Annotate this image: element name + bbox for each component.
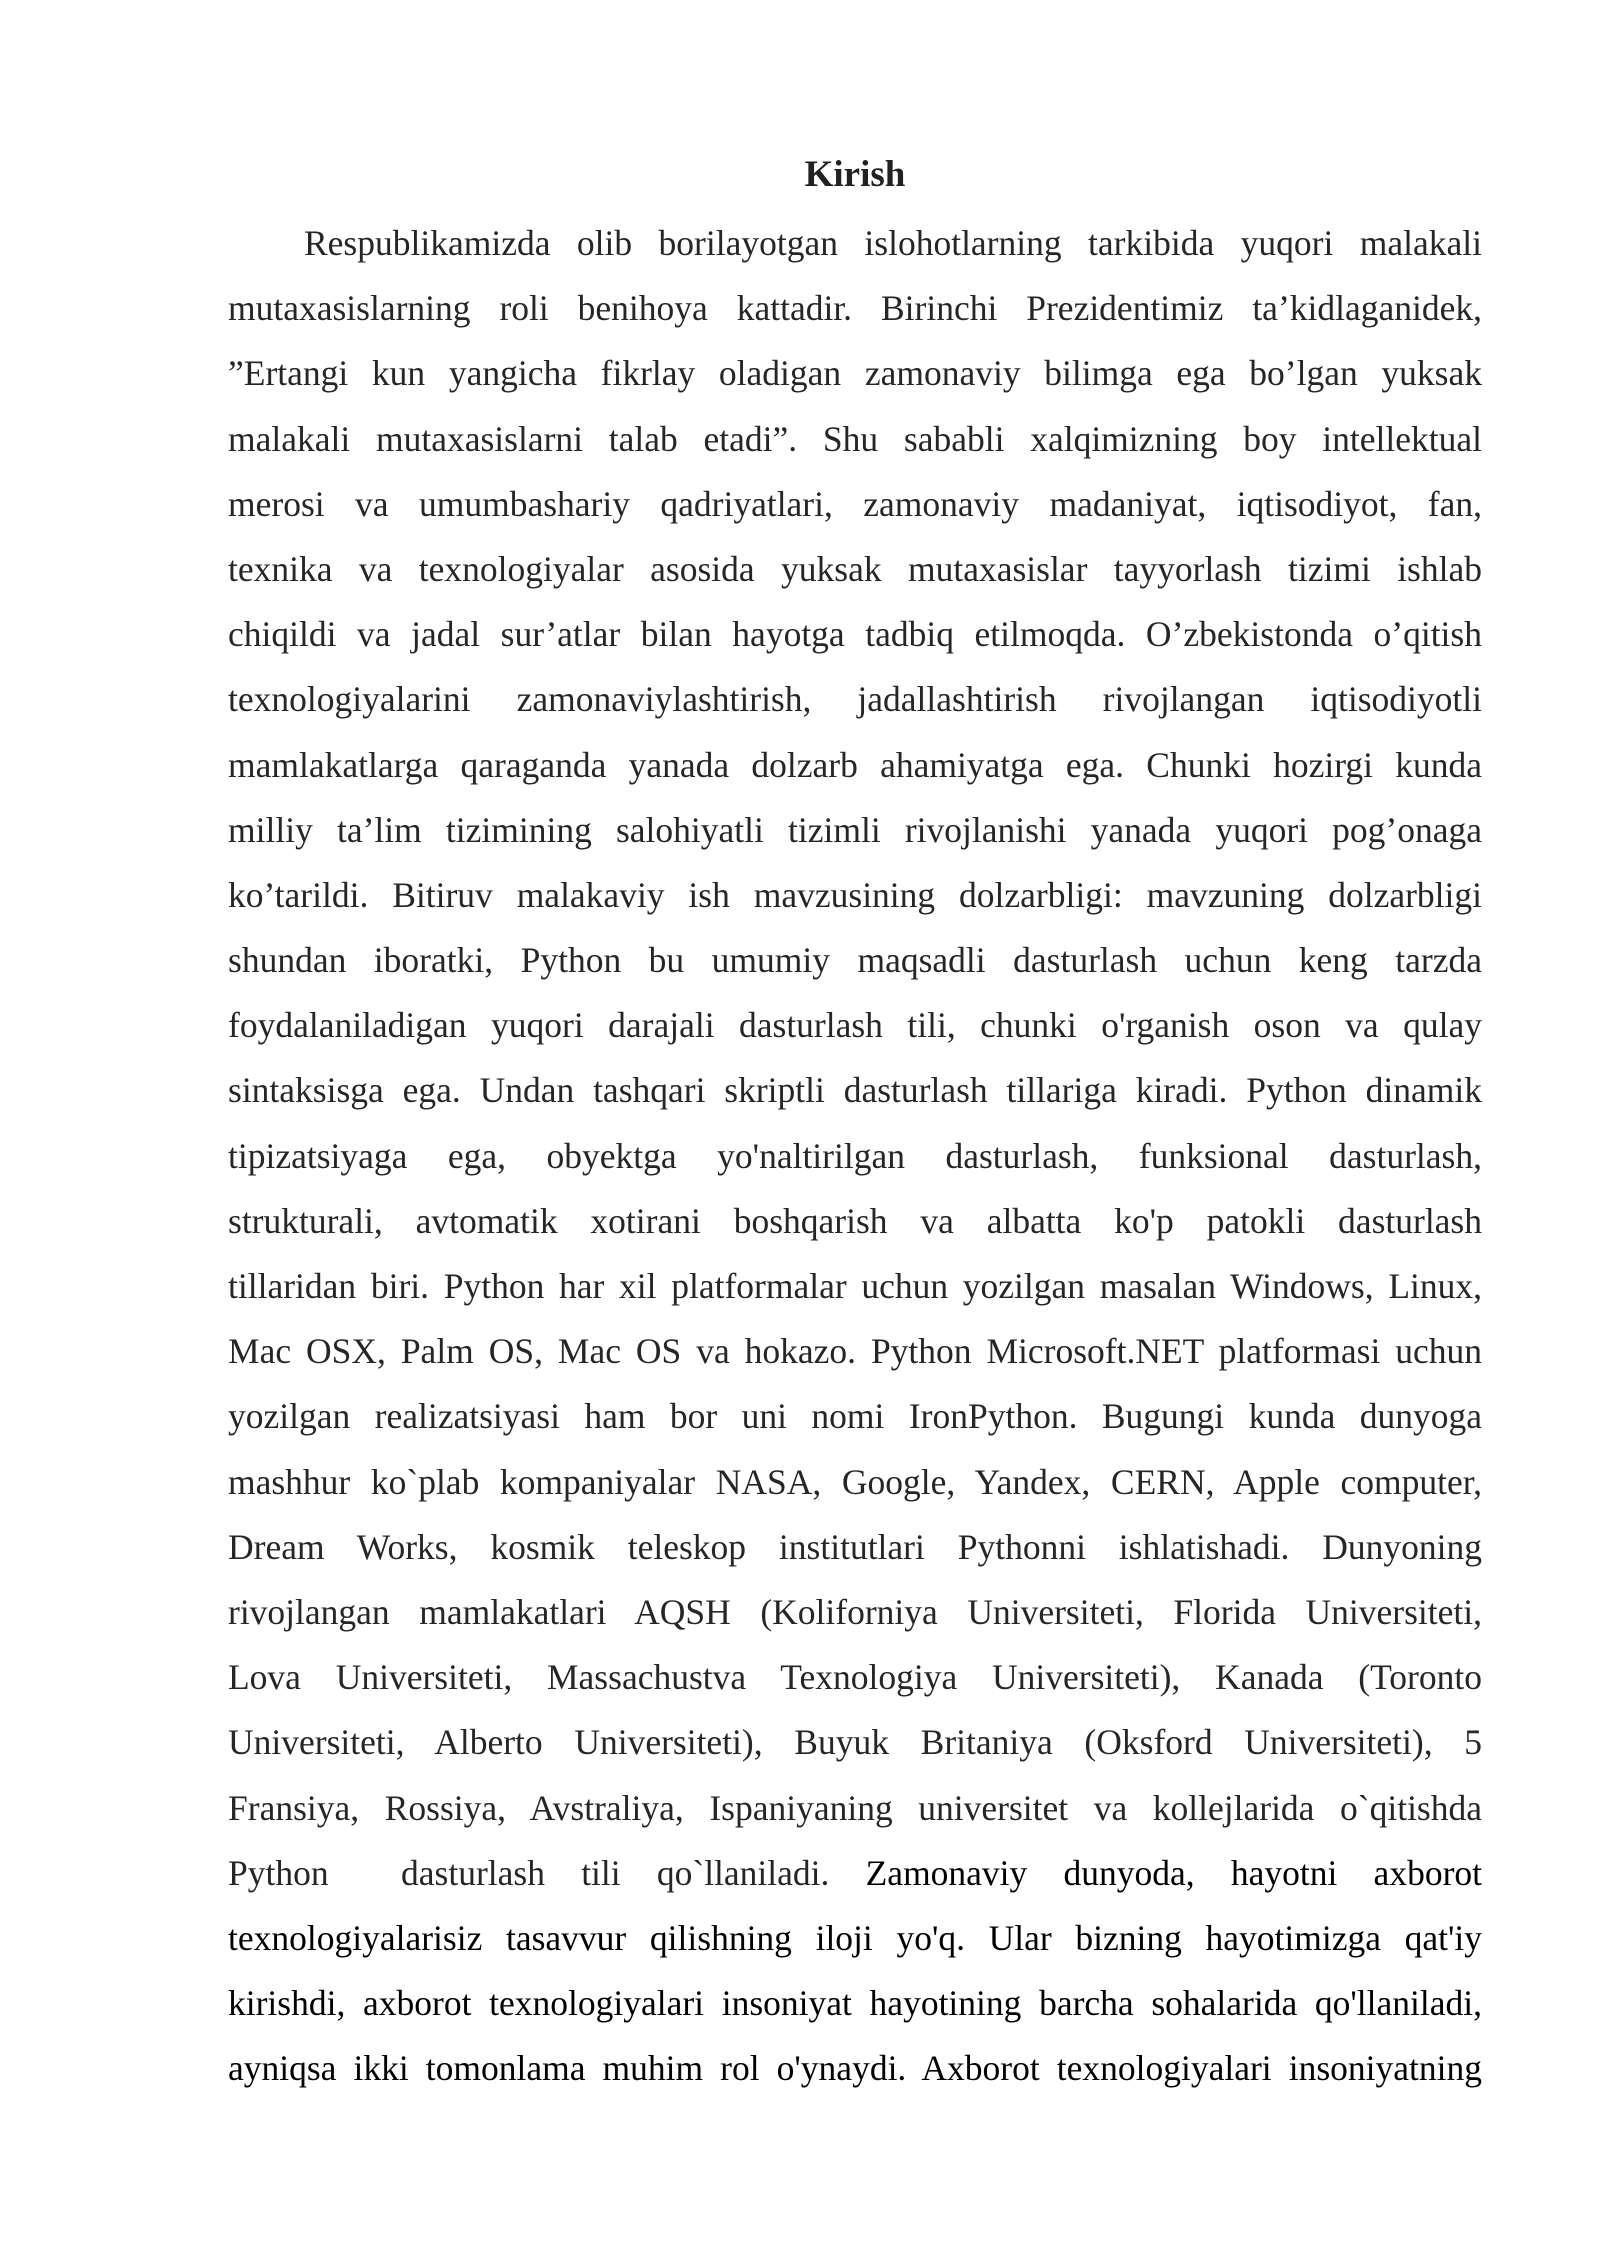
text-line: sintaksisga ega. Undan tashqari skriptli dasturlash tillariga kiradi. Python dinamik <box>228 1070 1482 1111</box>
text-line: Lova Universiteti, Massachustva Texnologiya Universiteti), Kanada (Toronto <box>228 1657 1482 1698</box>
text-line: chiqildi va jadal sur’atlar bilan hayotga tadbiq etilmoqda. O’zbekistonda o’qitish <box>228 614 1482 655</box>
text-line: tillaridan biri. Python har xil platformalar uchun yozilgan masalan Windows, Linux, <box>228 1266 1482 1306</box>
text-line: Dream Works, kosmik teleskop institutlari Pythonni ishlatishadi. Dunyoning <box>228 1526 1482 1567</box>
page-title: Kirish <box>804 154 906 195</box>
text-line: texnika va texnologiyalar asosida yuksak mutaxasislar tayyorlash tizimi ishlab <box>228 548 1482 589</box>
text-line: ”Ertangi kun yangicha fikrlay oladigan zamonaviy bilimga ega bo’lgan yuksak <box>228 353 1482 394</box>
text-line: milliy ta’lim tizimining salohiyatli tizimli rivojlanishi yanada yuqori pog’onaga <box>228 809 1482 850</box>
text-line: mutaxasislarning roli benihoya kattadir. Birinchi Prezidentimiz ta’kidlaganidek, <box>228 288 1482 329</box>
text-line: yozilgan realizatsiyasi ham bor uni nomi IronPython. Bugungi kunda dunyoga <box>228 1396 1482 1437</box>
text-line: Universiteti, Alberto Universiteti), Buyuk Britaniya (Oksford Universiteti), 5 <box>228 1722 1482 1763</box>
body-paragraph <box>228 211 1482 2101</box>
text-line: rivojlangan mamlakatlari AQSH (Koliforniya Universiteti, Florida Universiteti, <box>228 1591 1482 1632</box>
text-line: strukturali, avtomatik xotirani boshqarish va albatta ko'p patokli dasturlash <box>228 1200 1482 1241</box>
text-line: Mac OSX, Palm OS, Mac OS va hokazo. Python Microsoft.NET platformasi uchun <box>228 1331 1482 1372</box>
text-line <box>228 1841 1482 1906</box>
text-line: tipizatsiyaga ega, obyektga yo'naltirilgan dasturlash, funksional dasturlash, <box>228 1135 1482 1176</box>
text-line: malakali mutaxasislarni talab etadi”. Shu sababli xalqimizning boy intellektual <box>228 418 1482 459</box>
text-line: merosi va umumbashariy qadriyatlari, zamonaviy madaniyat, iqtisodiyot, fan, <box>228 483 1482 524</box>
text-segment: Zamonaviy dunyoda, hayotni axborot <box>829 1852 1483 1893</box>
text-line: mamlakatlarga qaraganda yanada dolzarb ahamiyatga ega. Chunki hozirgi kunda <box>228 744 1482 785</box>
text-line: kirishdi, axborot texnologiyalari insoniyat hayotining barcha sohalarida qo'llaniladi, <box>228 1983 1482 2024</box>
text-line: shundan iboratki, Python bu umumiy maqsadli dasturlash uchun keng tarzda <box>228 940 1482 981</box>
text-line: Fransiya, Rossiya, Avstraliya, Ispaniyaning universitet va kollejlarida o`qitishda <box>228 1787 1482 1828</box>
text-line: mashhur ko`plab kompaniyalar NASA, Google, Yandex, CERN, Apple computer, <box>228 1461 1482 1502</box>
text-line: ayniqsa ikki tomonlama muhim rol o'ynaydi. Axborot texnologiyalari insoniyatning <box>228 2048 1482 2089</box>
text-line: foydalaniladigan yuqori darajali dasturlash tili, chunki o'rganish oson va qulay <box>228 1005 1482 1046</box>
text-line: texnologiyalarisiz tasavvur qilishning iloji yo'q. Ular bizning hayotimizga qat'iy <box>228 1917 1482 1958</box>
text-line: Respublikamizda olib borilayotgan islohotlarning tarkibida yuqori malakali <box>304 223 1482 263</box>
text-line: texnologiyalarini zamonaviylashtirish, jadallashtirish rivojlangan iqtisodiyotli <box>228 679 1482 720</box>
text-line: ko’tarildi. Bitiruv malakaviy ish mavzusining dolzarbligi: mavzuning dolzarbligi <box>228 874 1482 915</box>
text-segment: Python dasturlash tili qo`llaniladi. <box>228 1852 830 1893</box>
